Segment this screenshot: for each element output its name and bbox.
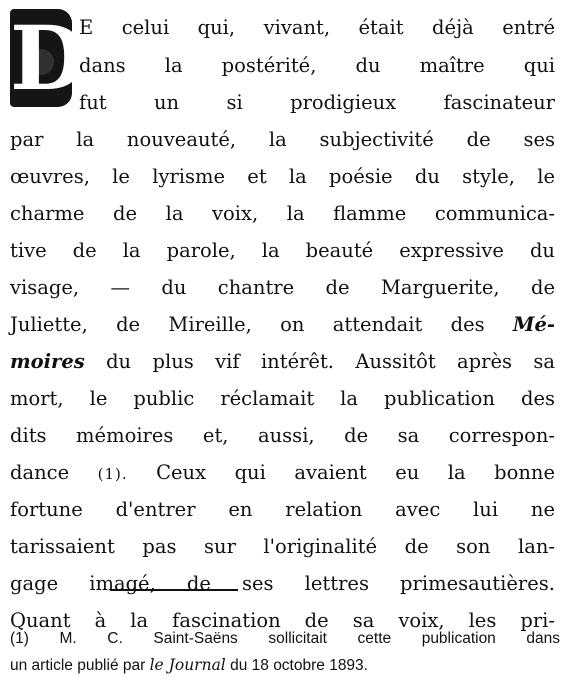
footnote-reference: (1). (97, 465, 128, 483)
text-span: un article publié par (10, 657, 146, 674)
text-line-17: Quant à la fascination de sa voix, les pri- (10, 609, 555, 632)
footnote-divider (110, 589, 238, 591)
text-span: du 18 octobre 1893. (230, 657, 368, 674)
text-span: Ceux qui avaient eu la bonne (156, 461, 555, 484)
text-line-14: fortune d'entrer en relation avec lui ne (10, 498, 555, 521)
italic-word: moires (10, 350, 85, 373)
text-line-11: mort, le public réclamait la publication des (10, 387, 555, 410)
text-line-8: visage, — du chantre de Marguerite, de (10, 276, 555, 299)
text-line-6: charme de la voix, la flamme communica- (10, 202, 555, 225)
text-line-15: tarissaient pas sur l'originalité de son lan- (10, 535, 555, 558)
text-line-13 (10, 459, 555, 487)
footnote-line-1: (1) M. C. Saint-Saëns sollicitait cette publication dans (10, 630, 560, 647)
footnote-line-2 (10, 653, 560, 677)
text-line-1: E celui qui, vivant, était déjà entré (79, 16, 555, 39)
text-line-12: dits mémoires et, aussi, de sa correspon- (10, 424, 555, 447)
text-line-16: gage imagé, de ses lettres primesautières. (10, 572, 555, 595)
text-span: Juliette, de Mireille, on attendait des (10, 313, 485, 336)
text-span: du plus vif intérêt. Aussitôt après sa (106, 350, 555, 373)
drop-cap-letter: D (10, 6, 87, 110)
drop-cap-ornament-icon (28, 49, 54, 75)
italic-word: Mé- (512, 313, 555, 336)
text-line-10 (10, 348, 555, 376)
italic-title: le Journal (149, 656, 226, 674)
text-span: dance (10, 461, 70, 484)
text-line-7: tive de la parole, la beauté expressive du (10, 239, 555, 262)
drop-cap-d (10, 6, 87, 110)
text-line-3: fut un si prodigieux fascinateur (79, 91, 555, 114)
text-line-9 (10, 311, 555, 339)
text-line-5: œuvres, le lyrisme et la poésie du style, le (10, 165, 555, 188)
text-line-2: dans la postérité, du maître qui (79, 54, 555, 77)
text-line-4: par la nouveauté, la subjectivité de ses (10, 128, 555, 151)
